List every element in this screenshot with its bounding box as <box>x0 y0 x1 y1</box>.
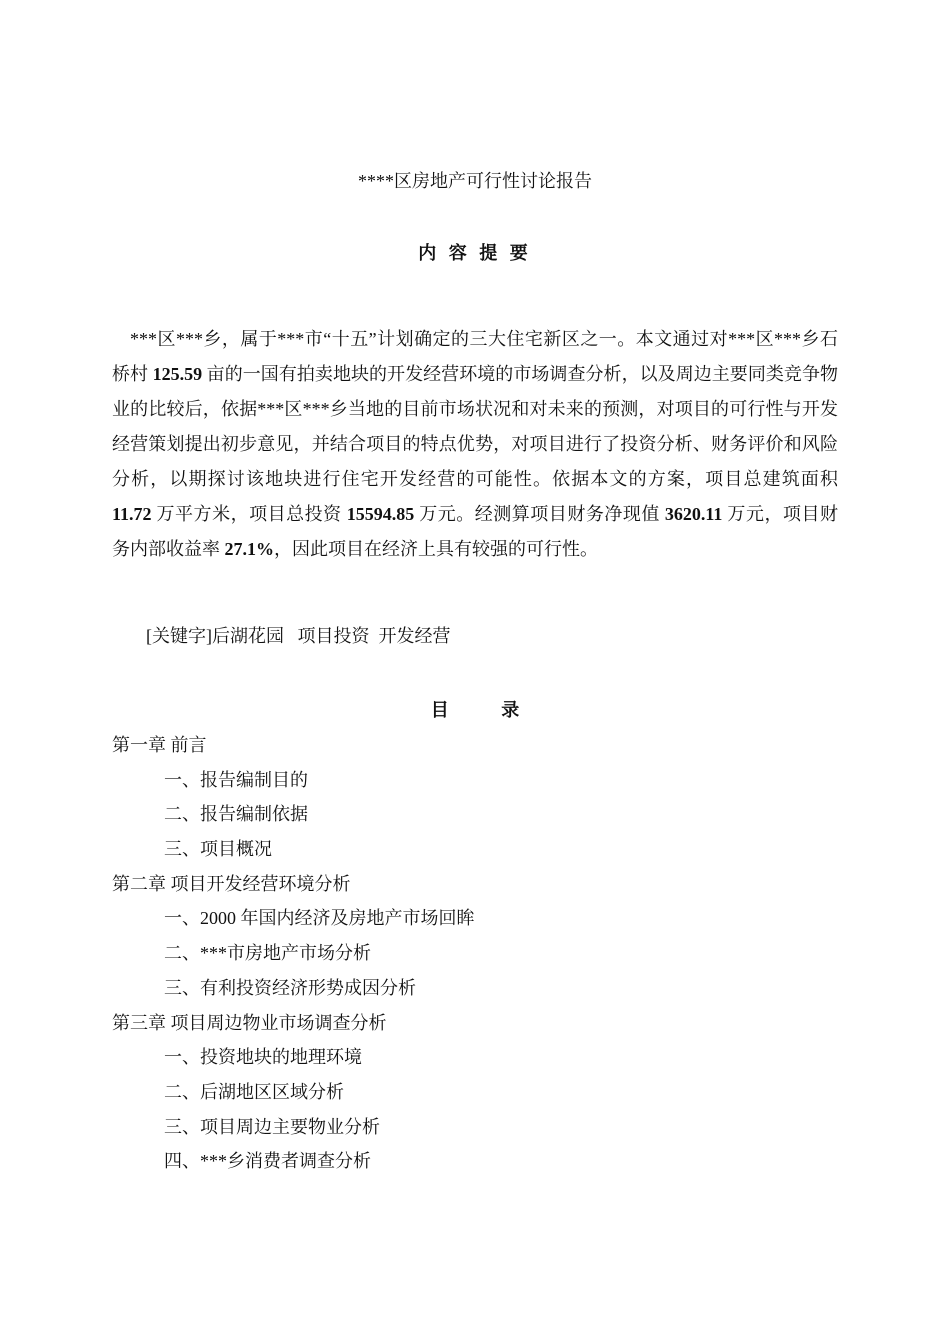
abstract-figure: 11.72 <box>112 504 152 524</box>
abstract-text: 万平方米，项目总投资 <box>151 504 347 524</box>
toc-section-item: 一、2000 年国内经济及房地产市场回眸 <box>164 908 475 929</box>
toc-section-item: 三、项目概况 <box>164 839 272 860</box>
toc-section-item: 三、有利投资经济形势成因分析 <box>164 977 416 998</box>
toc-chapter-item: 第二章 项目开发经营环境分析 <box>112 873 351 894</box>
abstract-text: ，因此项目在经济上具有较强的可行性。 <box>274 539 598 559</box>
toc-section-item: 三、项目周边主要物业分析 <box>164 1116 380 1137</box>
toc-section-item: 二、***市房地产市场分析 <box>164 943 371 964</box>
abstract-text: 亩的一国有拍卖地块的开发经营环境的市场调查分析，以及周边主要同类竞争物业的比较后，依据***区***乡当地的目前市场状况和对未来的预测，对项目的可行性与开发经营策划提出初步意见，并结合项目的特点优势，对项目进行了投资分析、财务评价和风险分析，以期探讨该地块进行住宅开发经营的可能性。依据本文的方案，项目总建筑面积 <box>112 364 839 489</box>
toc-chapter-item: 第三章 项目周边物业市场调查分析 <box>112 1012 387 1033</box>
toc-heading: 目 录 <box>430 700 544 720</box>
toc-section-item: 一、报告编制目的 <box>164 769 308 790</box>
toc-section-item: 二、后湖地区区域分析 <box>164 1081 344 1102</box>
abstract-figure: 15594.85 <box>346 504 415 524</box>
abstract-text: 万元。经测算项目财务净现值 <box>414 504 665 524</box>
abstract-text: ***区***乡，属于***市“十五”计划确定的三大住宅新区之一。本文通过对***区***乡石桥村 <box>112 329 838 384</box>
abstract-figure: 3620.11 <box>664 504 723 524</box>
toc-chapter-item: 第一章 前言 <box>112 735 207 755</box>
keywords-line: [关键字]后湖花园 项目投资 开发经营 <box>146 626 451 646</box>
abstract-figure: 125.59 <box>152 364 203 384</box>
toc-section-item: 四、***乡消费者调查分析 <box>164 1151 371 1172</box>
abstract-paragraph <box>112 322 838 567</box>
abstract-figure: 27.1% <box>224 539 274 559</box>
toc-section-item: 二、报告编制依据 <box>164 804 308 825</box>
table-of-contents <box>0 730 950 1181</box>
toc-section-item: 一、投资地块的地理环境 <box>164 1047 362 1068</box>
abstract-text: 万元，项目财务内部收益率 <box>112 504 839 559</box>
document-title: ****区房地产可行性讨论报告 <box>358 171 592 191</box>
abstract-heading: 内 容 提 要 <box>418 243 532 263</box>
